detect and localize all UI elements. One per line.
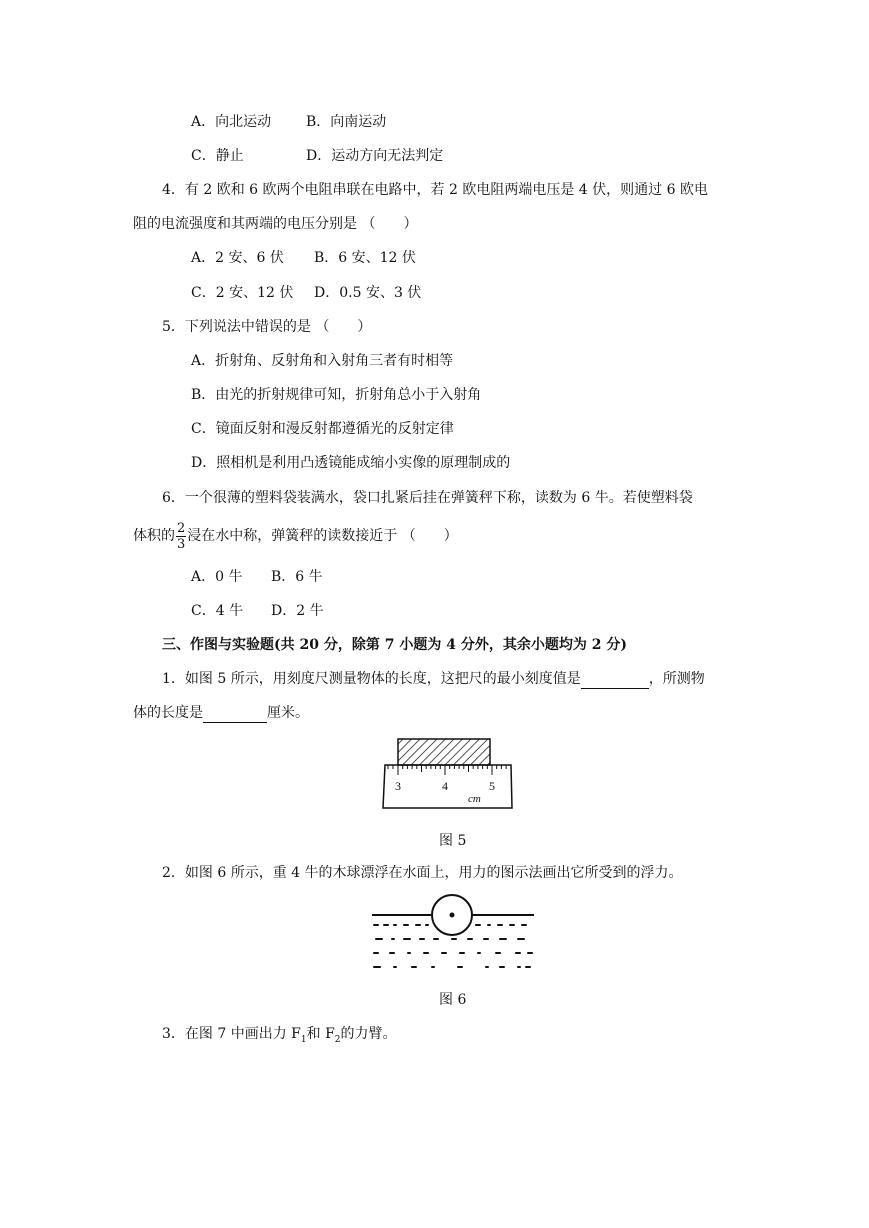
e1-line1-text-b: ，所测物 [648, 671, 705, 687]
figure-5-caption: 图 5 [439, 833, 467, 849]
q6-fraction [176, 521, 186, 552]
q5-option-c: C．镜面反射和漫反射都遵循光的反射定律 [191, 421, 454, 437]
e1-blank-length[interactable] [203, 706, 267, 723]
q6-stem-prefix: 体积的 [133, 528, 175, 544]
q6-stem-suffix: 浸在水中称，弹簧秤的读数接近于 （ ） [187, 528, 458, 544]
q3-option-b: B．向南运动 [306, 114, 387, 130]
e1-line1-text-a: 1．如图 5 所示，用刻度尺测量物体的长度，这把尺的最小刻度值是 [162, 671, 581, 687]
e3-f1-subscript: 1 [300, 1034, 307, 1045]
q5-option-b: B．由光的折射规律可知，折射角总小于入射角 [191, 387, 482, 403]
figure-5-ruler-diagram [380, 736, 516, 812]
e1-blank-min-scale[interactable] [581, 672, 649, 689]
e3-text-b: 和 F [306, 1026, 335, 1042]
q6-option-c: C．4 牛 [191, 603, 244, 619]
e2-text: 2．如图 6 所示，重 4 牛的木球漂浮在水面上，用力的图示法画出它所受到的浮力。 [162, 865, 683, 881]
q5-option-a: A．折射角、反射角和入射角三者有时相等 [191, 353, 454, 369]
q6-option-a: A．0 牛 [191, 569, 243, 585]
q4-option-a: A．2 安、6 伏 [191, 250, 284, 266]
ruler-ticks [388, 765, 506, 775]
e3-text [162, 1024, 397, 1050]
q6-option-d: D．2 牛 [271, 603, 324, 619]
e3-text-a: 3．在图 7 中画出力 F [162, 1026, 301, 1042]
q4-option-b: B．6 安、12 伏 [314, 250, 416, 266]
q6-stem-line1: 6．一个很薄的塑料袋装满水，袋口扎紧后挂在弹簧秤下称，读数为 6 牛。若使塑料袋 [162, 490, 693, 506]
ruler-unit-label: cm [468, 793, 481, 805]
figure-6-caption: 图 6 [439, 992, 467, 1008]
q6-fraction-numerator: 2 [177, 520, 186, 536]
ruler-label-3: 3 [395, 779, 401, 793]
figure-6-floating-ball-diagram [368, 893, 538, 975]
q3-option-d: D．运动方向无法判定 [306, 148, 444, 164]
section3-heading: 三、作图与实验题(共 20 分，除第 7 小题为 4 分外，其余小题均为 2 分) [162, 637, 627, 653]
e1-line2 [133, 703, 309, 723]
q4-option-d: D．0.5 安、3 伏 [314, 285, 422, 301]
q4-option-c: C．2 安、12 伏 [191, 285, 294, 301]
e3-f2-subscript: 2 [334, 1034, 341, 1045]
ruler-label-4: 4 [442, 779, 448, 793]
q4-stem-line1: 4．有 2 欧和 6 欧两个电阻串联在电路中，若 2 欧电阻两端电压是 4 伏，则通过 6 欧电 [162, 182, 708, 198]
measured-object-block [398, 739, 490, 765]
q5-option-d: D．照相机是利用凸透镜能成缩小实像的原理制成的 [191, 455, 511, 471]
q3-option-a: A．向北运动 [191, 114, 272, 130]
ruler-label-5: 5 [489, 779, 495, 793]
e1-line2-text-a: 体的长度是 [133, 705, 203, 721]
e1-line2-text-b: 厘米。 [267, 705, 309, 721]
ball-center-point [450, 913, 455, 918]
q5-stem: 5．下列说法中错误的是 （ ） [162, 319, 372, 335]
q3-option-c: C．静止 [191, 148, 244, 164]
q4-stem-line2: 阻的电流强度和其两端的电压分别是 （ ） [133, 216, 418, 232]
e3-text-c: 的力臂。 [340, 1026, 397, 1042]
e1-line1 [162, 669, 705, 689]
q6-option-b: B．6 牛 [271, 569, 323, 585]
q6-fraction-denominator: 3 [177, 536, 186, 552]
q6-stem-line2 [133, 520, 458, 552]
